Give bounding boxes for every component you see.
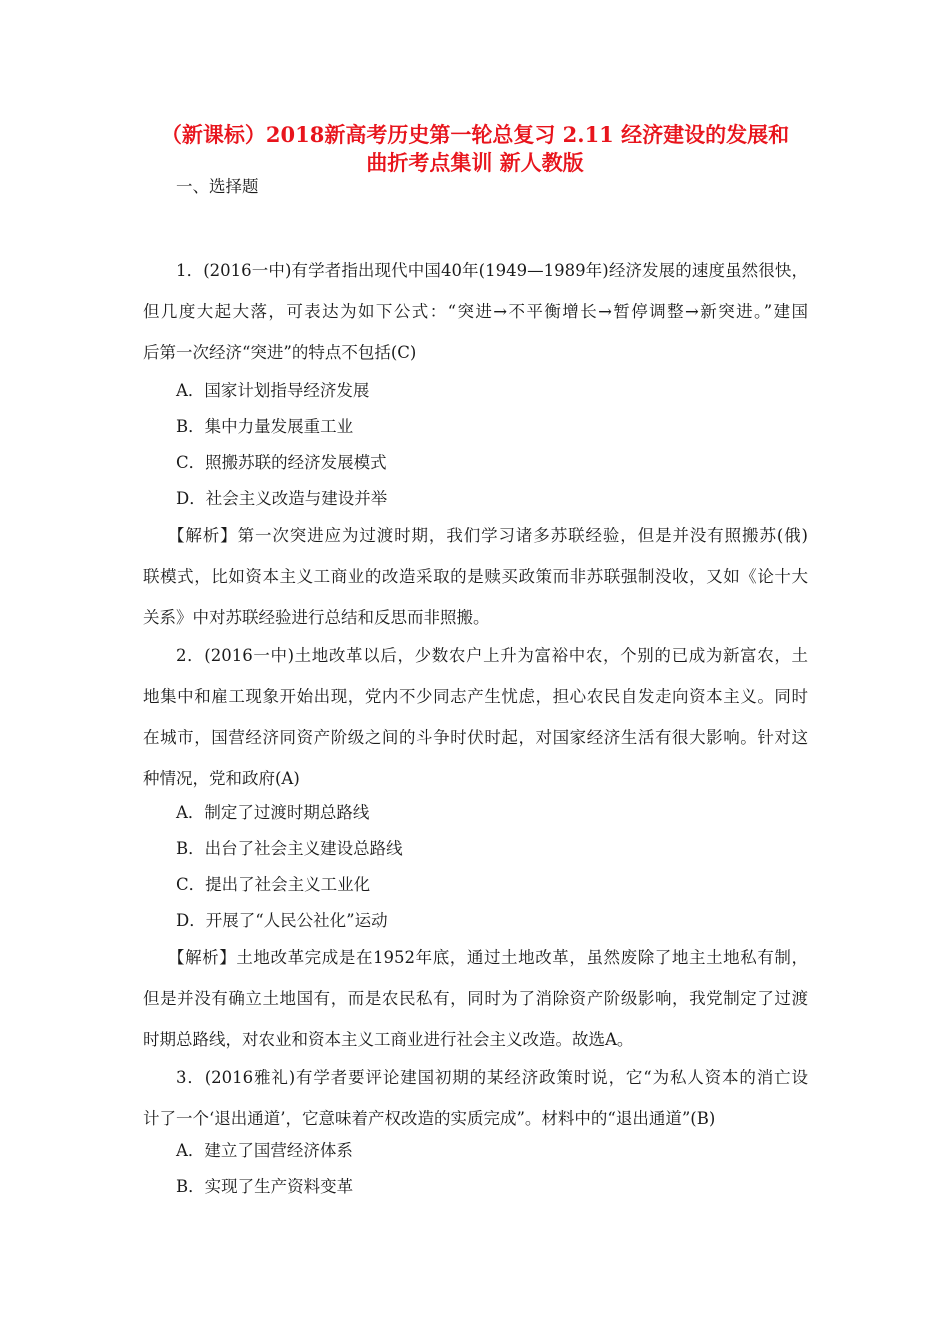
- question-1-line-1: 1．(2016一中)有学者指出现代中国40年(1949—1989年)经济发展的速度虽然很快，: [176, 261, 808, 280]
- question-3-line-1: 3．(2016雅礼)有学者要评论建国初期的某经济政策时说，它“为私人资本的消亡设: [176, 1068, 808, 1087]
- question-1-analysis-line-2: 联模式，比如资本主义工商业的改造采取的是赎买政策而非苏联强制没收，又如《论十大: [143, 567, 808, 586]
- question-1-option-c: C．照搬苏联的经济发展模式: [176, 453, 387, 472]
- question-2-option-a: A．制定了过渡时期总路线: [176, 803, 370, 822]
- question-2-option-c: C．提出了社会主义工业化: [176, 875, 371, 894]
- question-1-line-2: 但几度大起大落，可表达为如下公式：“突进→不平衡增长→暂停调整→新突进。”建国: [143, 302, 808, 321]
- question-1-option-b: B．集中力量发展重工业: [176, 417, 354, 436]
- question-2-line-1: 2．(2016一中)土地改革以后，少数农户上升为富裕中农，个别的已成为新富农，土: [176, 646, 808, 665]
- question-2-analysis-line-2: 但是并没有确立土地国有，而是农民私有，同时为了消除资产阶级影响，我党制定了过渡: [143, 989, 808, 1008]
- question-2-line-2: 地集中和雇工现象开始出现，党内不少同志产生忧虑，担心农民自发走向资本主义。同时: [143, 687, 808, 706]
- question-3-option-a: A．建立了国营经济体系: [176, 1141, 353, 1160]
- question-2-line-3: 在城市，国营经济同资产阶级之间的斗争时伏时起，对国家经济生活有很大影响。针对这: [143, 728, 808, 747]
- section-heading: 一、选择题: [176, 177, 259, 196]
- question-1-analysis-line-1: 【解析】第一次突进应为过渡时期，我们学习诸多苏联经验，但是并没有照搬苏(俄): [168, 526, 808, 545]
- question-1-option-d: D．社会主义改造与建设并举: [176, 489, 388, 508]
- question-2-option-b: B．出台了社会主义建设总路线: [176, 839, 403, 858]
- question-2-option-d: D．开展了“人民公社化”运动: [176, 911, 388, 930]
- question-2-analysis-line-1: 【解析】土地改革完成是在1952年底，通过土地改革，虽然废除了地主土地私有制，: [168, 948, 808, 967]
- question-1-analysis-line-3: 关系》中对苏联经验进行总结和反思而非照搬。: [143, 608, 490, 627]
- question-2-analysis-line-3: 时期总路线，对农业和资本主义工商业进行社会主义改造。故选A。: [143, 1030, 634, 1049]
- question-1-option-a: A．国家计划指导经济发展: [176, 381, 370, 400]
- document-title-line-1: （新课标）2018新高考历史第一轮总复习 2.11 经济建设的发展和: [160, 122, 790, 147]
- question-3-option-b: B．实现了生产资料变革: [176, 1177, 354, 1196]
- document-title-line-2: 曲折考点集训 新人教版: [366, 150, 584, 175]
- question-1-line-3: 后第一次经济“突进”的特点不包括(C): [143, 343, 417, 362]
- question-3-line-2: 计了一个‘退出通道’，它意味着产权改造的实质完成”。材料中的“退出通道”(B): [143, 1109, 716, 1128]
- question-2-line-4: 种情况，党和政府(A): [143, 769, 300, 788]
